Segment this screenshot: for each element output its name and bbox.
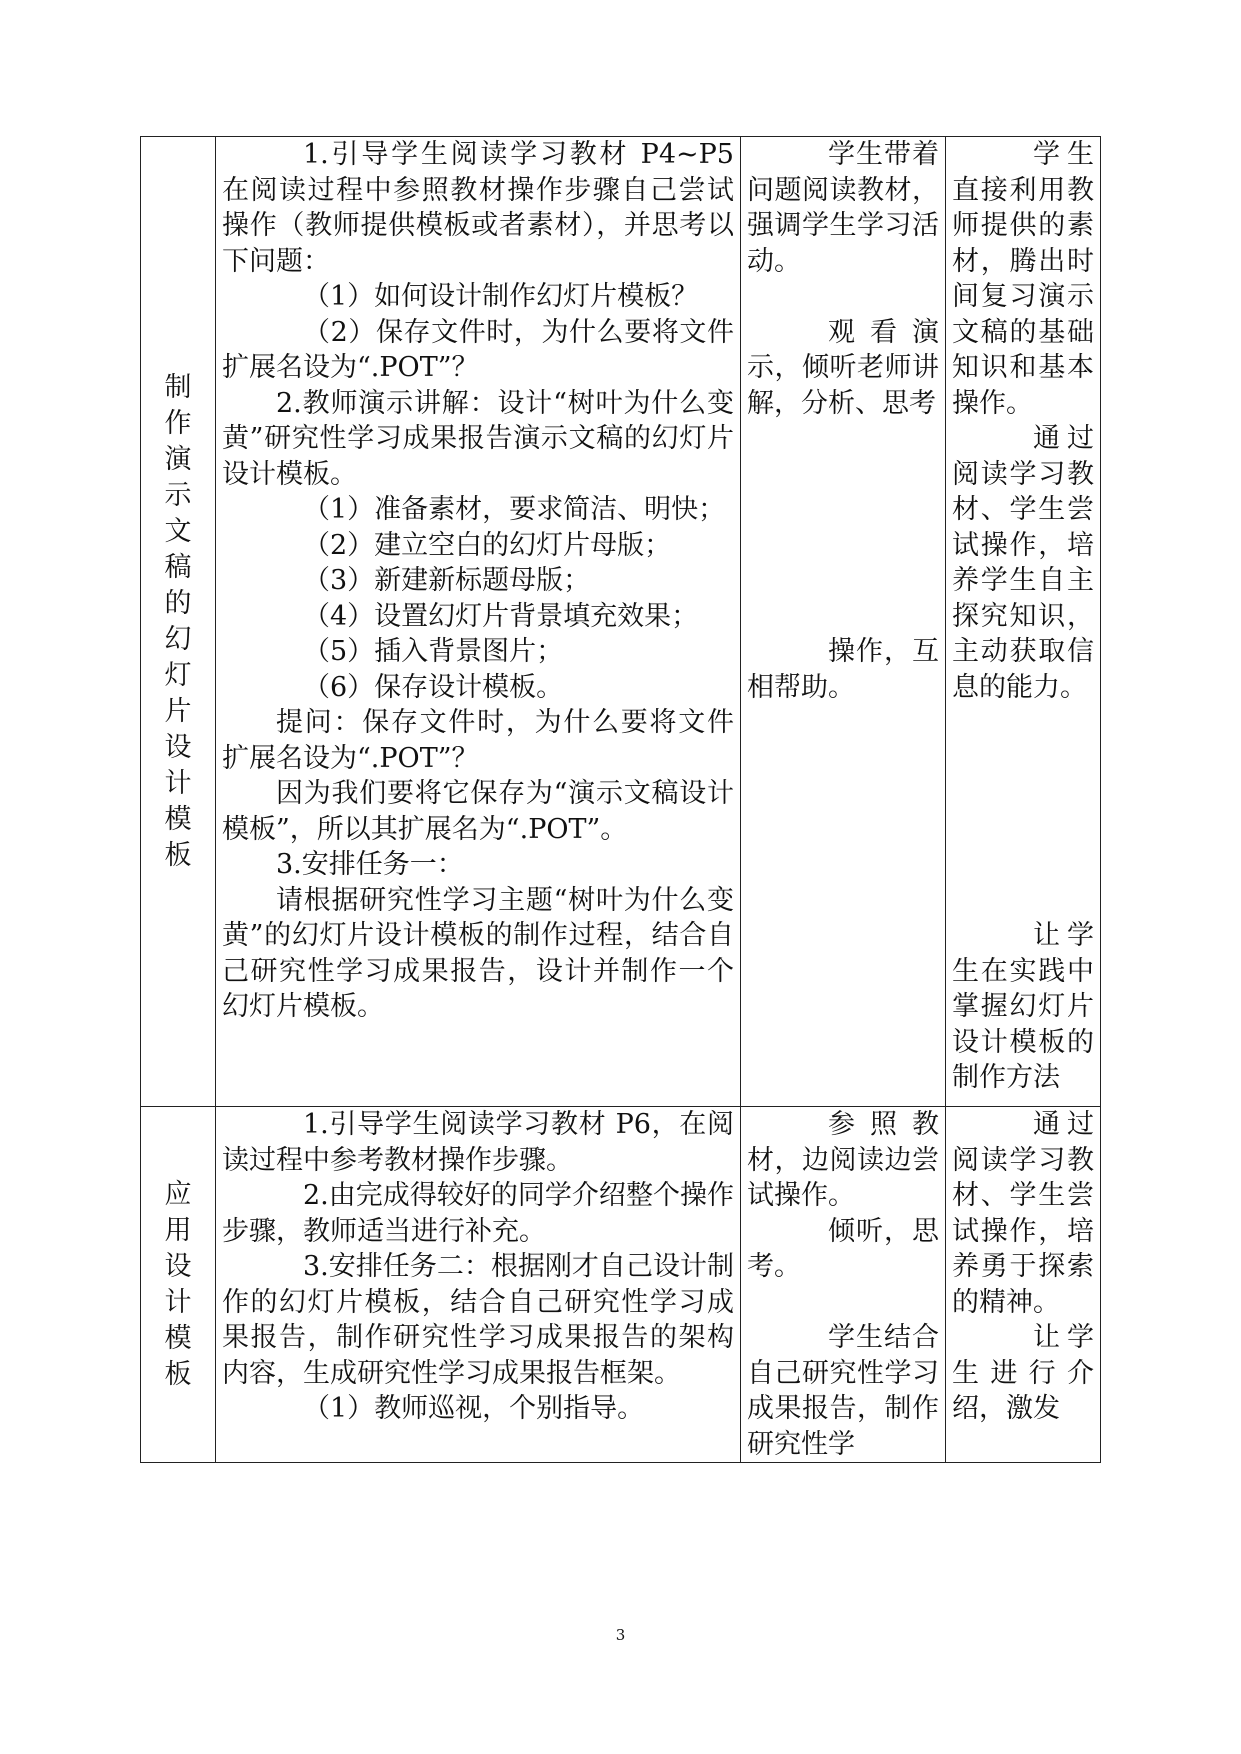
paragraph: （2）保存文件时，为什么要将文件扩展名设为“.POT”？ (222, 316, 734, 383)
paragraph: （4）设置幻灯片背景填充效果； (303, 600, 699, 632)
paragraph: 学生带着问题阅读教材，强调学生学习活动。 (747, 139, 939, 277)
paragraph: （5）插入背景图片； (303, 636, 564, 667)
paragraph: 1.引导学生阅读学习教材 P6，在阅读过程中参考教材操作步骤。 (222, 1109, 734, 1176)
paragraph: （2）建立空白的幻灯片母版； (303, 529, 672, 561)
paragraph: 因为我们要将它保存为“演示文稿设计模板”，所以其扩展名为“.POT”。 (222, 778, 734, 845)
teacher-activity-cell (216, 1107, 741, 1463)
table-row (141, 137, 1101, 1107)
spacer (747, 279, 939, 315)
table-row (141, 1107, 1101, 1463)
paragraph: 通过阅读学习教材、学生尝试操作，培养学生自主探究知识，主动获取信息的能力。 (952, 423, 1094, 703)
paragraph: （6）保存设计模板。 (303, 671, 564, 703)
paragraph: 观看演示，倾听老师讲解，分析、思考 (747, 316, 939, 419)
paragraph: 参照教材，边阅读边尝试操作。 (747, 1109, 939, 1211)
paragraph: 通过阅读学习教材、学生尝试操作，培养勇于探索的精神。 (952, 1109, 1094, 1318)
paragraph: （3）新建新标题母版； (303, 565, 591, 596)
page-number: 3 (615, 1626, 626, 1644)
paragraph: 2.教师演示讲解：设计“树叶为什么变黄”研究性学习成果报告演示文稿的幻灯片设计模板。 (222, 387, 734, 490)
paragraph: 操作，互相帮助。 (747, 636, 939, 703)
teacher-activity-cell (216, 137, 741, 1107)
paragraph: 请根据研究性学习主题“树叶为什么变黄”的幻灯片设计模板的制作过程，结合自己研究性学习成果报告，设计并制作一个幻灯片模板。 (222, 884, 734, 1022)
design-intent-cell (946, 1107, 1101, 1463)
design-intent-cell (946, 137, 1101, 1107)
stage-label: 制作演示文稿的幻灯片设计模板 (164, 371, 192, 871)
spacer (747, 421, 939, 634)
paragraph: （1）如何设计制作幻灯片模板？ (303, 281, 699, 312)
paragraph: 让学生在实践中掌握幻灯片设计模板的制作方法 (952, 920, 1094, 1093)
paragraph: 学生结合自己研究性学习成果报告，制作研究性学 (747, 1322, 939, 1460)
paragraph: 3.安排任务一： (276, 849, 464, 880)
stage-cell (141, 1107, 216, 1463)
spacer (952, 705, 1094, 918)
paragraph: 倾听，思考。 (747, 1215, 939, 1282)
paragraph: （1）教师巡视，个别指导。 (303, 1393, 645, 1424)
lesson-plan-table (140, 136, 1101, 1463)
paragraph: （1）准备素材，要求简洁、明快； (303, 494, 726, 525)
paragraph: 3.安排任务二：根据刚才自己设计制作的幻灯片模板，结合自己研究性学习成果报告，制作研究性学习成果报告的架构内容，生成研究性学习成果报告框架。 (222, 1251, 734, 1389)
stage-cell (141, 137, 216, 1107)
paragraph: 学生直接利用教师提供的素材，腾出时间复习演示文稿的基础知识和基本操作。 (952, 139, 1094, 419)
student-activity-cell (741, 137, 946, 1107)
paragraph: 2.由完成得较好的同学介绍整个操作步骤，教师适当进行补充。 (222, 1180, 734, 1247)
paragraph: 提问：保存文件时，为什么要将文件扩展名设为“.POT”？ (222, 707, 734, 774)
stage-label: 应用设计模板 (164, 1178, 192, 1390)
paragraph: 1.引导学生阅读学习教材 P4~P5 在阅读过程中参照教材操作步骤自己尝试操作（教师提供模板或者素材），并思考以下问题： (222, 139, 734, 277)
paragraph: 让学生进行介绍，激发 (952, 1322, 1094, 1424)
student-activity-cell (741, 1107, 946, 1463)
spacer (747, 1285, 939, 1321)
